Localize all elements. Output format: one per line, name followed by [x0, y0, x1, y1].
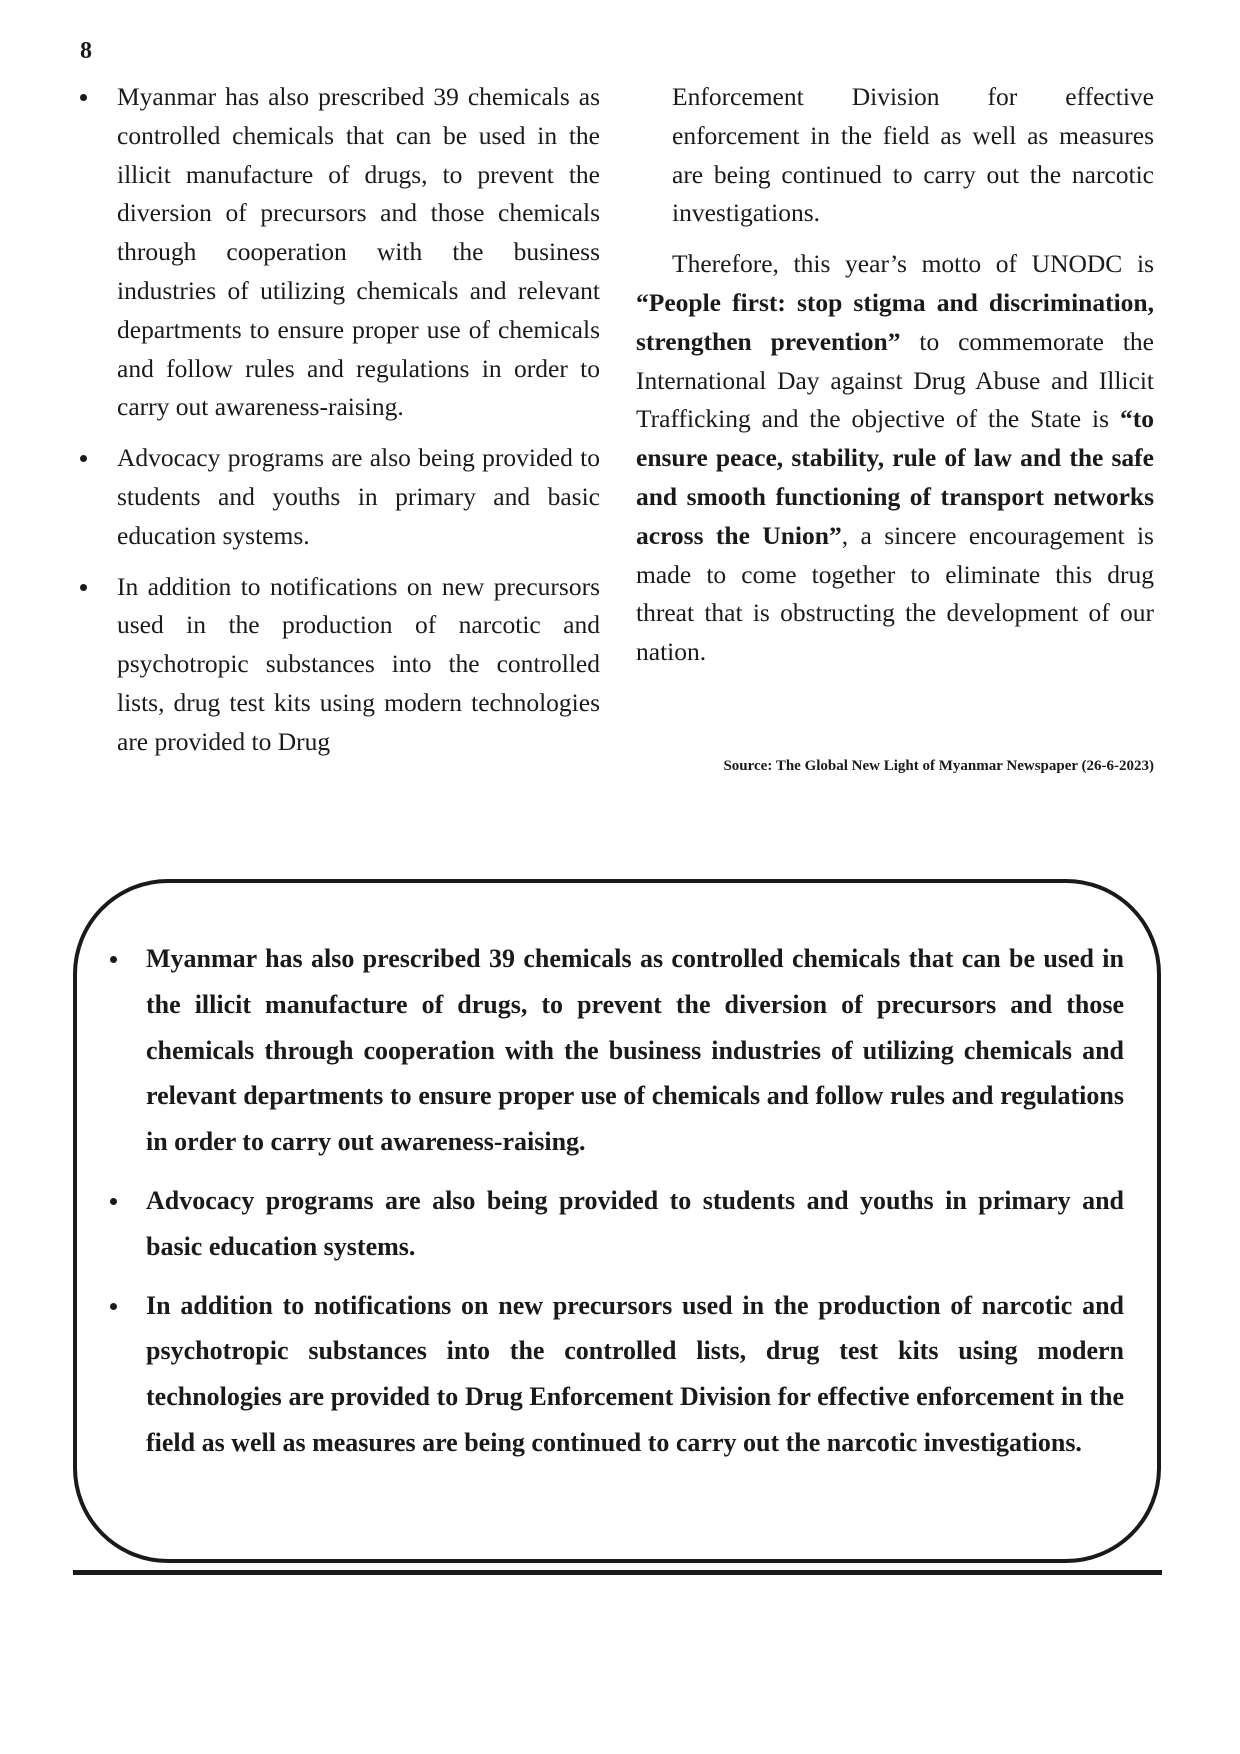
bottom-divider [73, 1570, 1162, 1575]
page-number: 8 [80, 38, 92, 64]
bullet-icon [110, 956, 117, 963]
right-column [636, 78, 1154, 684]
list-item-text: In addition to notifications on new precursors used in the production of narcotic and psychotropic substances into the controlled lists, drug test kits using modern technologies are provided to Drug [117, 571, 600, 756]
list-item-text: Advocacy programs are also being provided to students and youths in primary and basic education systems. [117, 443, 600, 550]
paragraph-intro: Therefore, this year’s motto of UNODC is [672, 249, 1154, 279]
continuation-paragraph: Enforcement Division for effective enforcement in the field as well as measures are being continued to carry out the narcotic investigations. [672, 82, 1154, 228]
summary-list-item [106, 1178, 1124, 1270]
summary-bullet-list [106, 936, 1124, 1479]
summary-item-text: In addition to notifications on new precursors used in the production of narcotic and psychotropic substances into the controlled lists, drug test kits using modern technologies are provided to Drug Enforcement Division for effective enforcement in the field as well as measures are being continued to carry out the narcotic investigations. [146, 1290, 1124, 1457]
bullet-icon [80, 455, 87, 462]
list-item [76, 439, 600, 555]
summary-list-item [106, 936, 1124, 1165]
bullet-icon [80, 584, 87, 591]
summary-item-text: Myanmar has also prescribed 39 chemicals as controlled chemicals that can be used in the illicit manufacture of drugs, to prevent the diversion of precursors and those chemicals through cooperation with the business industries of utilizing chemicals and relevant departments to ensure proper use of chemicals and follow rules and regulations in order to carry out awareness-raising. [146, 944, 1124, 1157]
paragraph-end: , a sincere encouragement is made to come together to eliminate this drug threat that is obstructing the development of our nation. [636, 520, 1154, 667]
bullet-icon [80, 94, 87, 101]
bullet-list [76, 78, 600, 762]
list-item-text: Myanmar has also prescribed 39 chemicals as controlled chemicals that can be used in the illicit manufacture of drugs, to prevent the diversion of precursors and those chemicals through cooperation with the business industries of utilizing chemicals and relevant departments to ensure proper use of chemicals and follow rules and regulations in order to carry out awareness-raising. [117, 82, 600, 422]
source-citation: Source: The Global New Light of Myanmar Newspaper (26-6-2023) [723, 758, 1154, 774]
unodc-motto: “People first: stop stigma and discrimination, strengthen prevention” [636, 287, 1154, 356]
paragraph-middle: to commemorate the International Day against Drug Abuse and Illicit Trafficking and the objective of the State is [636, 326, 1155, 434]
bullet-icon [110, 1198, 117, 1205]
list-item [76, 78, 600, 427]
state-objective: “to ensure peace, stability, rule of law and the safe and smooth functioning of transport networks across the Union” [636, 404, 1154, 550]
motto-paragraph [636, 245, 1154, 672]
summary-list-item [106, 1283, 1124, 1466]
bullet-icon [110, 1303, 117, 1310]
left-column [76, 78, 600, 774]
list-item [76, 568, 600, 762]
summary-item-text: Advocacy programs are also being provided to students and youths in primary and basic education systems. [146, 1185, 1124, 1261]
